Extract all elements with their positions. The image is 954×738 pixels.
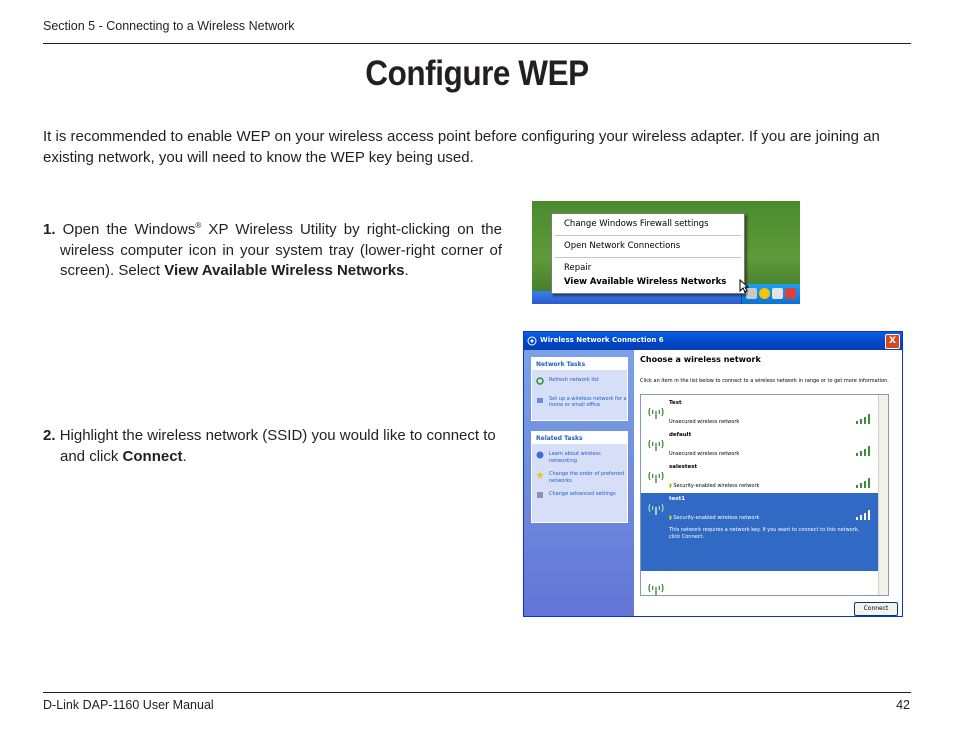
preferred-order-link-label: Change the order of preferred networks (549, 471, 625, 484)
wireless-antenna-icon (647, 469, 665, 483)
shield-icon[interactable] (759, 288, 770, 299)
network-security: Unsecured wireless network (669, 419, 740, 425)
network-tasks-box (531, 357, 628, 421)
task-pane (524, 350, 634, 616)
choose-network-heading: Choose a wireless network (640, 355, 761, 364)
step-number: 2. (43, 427, 56, 444)
close-button[interactable]: X (885, 334, 900, 349)
learn-wireless-link[interactable] (532, 451, 627, 464)
mouse-cursor-icon (739, 279, 749, 293)
signal-strength-icon (855, 478, 873, 488)
step-bold-text: View Available Wireless Networks (164, 262, 405, 279)
network-tasks-heading: Network Tasks (532, 358, 627, 370)
star-icon (536, 471, 544, 479)
intro-paragraph: It is recommended to enable WEP on your wireless access point before configuring your wireless adapter. If you are joining an existing network, you will need to know the WEP key being used. (43, 128, 880, 166)
menu-item-repair[interactable]: Repair (564, 263, 592, 273)
step-text: Open the Windows (62, 221, 196, 238)
system-tray (741, 284, 800, 304)
step-text: Highlight the wireless network (SSID) you would like to connect to and click (59, 427, 496, 465)
wireless-antenna-icon (647, 501, 665, 515)
network-item-test1[interactable] (641, 493, 879, 571)
page-title: Configure WEP (365, 54, 589, 93)
network-item-default[interactable] (641, 429, 879, 460)
step-2 (43, 426, 500, 467)
footer-rule (43, 692, 911, 693)
preferred-order-link[interactable] (532, 471, 627, 484)
footer-manual-title: D-Link DAP-1160 User Manual (43, 698, 214, 712)
settings-icon (536, 491, 544, 499)
network-pane (634, 350, 902, 616)
step-end: . (404, 262, 409, 279)
window-titlebar (524, 332, 902, 350)
network-description: This network requires a network key. If you want to connect to this network, click Connect. (669, 527, 860, 540)
refresh-link[interactable] (532, 377, 627, 384)
menu-item-view-networks[interactable]: View Available Wireless Networks (564, 277, 727, 287)
context-menu (551, 213, 745, 294)
lock-icon: ▮ (669, 483, 672, 489)
alert-icon[interactable] (785, 288, 796, 299)
refresh-icon (536, 377, 544, 385)
network-security-label: Security-enabled wireless network (673, 515, 760, 521)
window-title: Wireless Network Connection 6 (540, 336, 664, 344)
setup-network-link-label: Set up a wireless network for a home or small office (549, 395, 627, 408)
network-security (669, 515, 759, 521)
network-security (669, 483, 759, 489)
network-list-scrollbar[interactable] (878, 395, 888, 595)
step-text: XP Wireless Utility by right-clicking on the wireless computer icon in your system tray (lower-right corner of screen). Select (60, 221, 502, 279)
wireless-icon (527, 336, 537, 346)
advanced-settings-link[interactable] (532, 491, 627, 498)
setup-network-icon (536, 396, 544, 404)
wireless-antenna-icon (647, 581, 665, 595)
menu-separator (555, 257, 741, 258)
wireless-window-screenshot (523, 331, 903, 617)
advanced-settings-link-label: Change advanced settings (549, 491, 616, 497)
related-tasks-heading: Related Tasks (532, 432, 627, 444)
wireless-antenna-icon (647, 405, 665, 419)
setup-network-link[interactable] (532, 396, 627, 409)
connect-button[interactable]: Connect (854, 602, 898, 616)
learn-wireless-link-label: Learn about wireless networking (549, 451, 601, 464)
lock-icon: ▮ (669, 515, 672, 521)
signal-strength-icon (855, 446, 873, 456)
page-number: 42 (896, 698, 910, 712)
menu-separator (555, 235, 741, 236)
network-security-label: Security-enabled wireless network (673, 483, 760, 489)
network-name: default (669, 432, 692, 438)
network-list[interactable] (640, 394, 889, 596)
step-number: 1. (43, 221, 56, 238)
network-name: salestest (669, 464, 698, 470)
network-item-salestest[interactable] (641, 461, 879, 492)
network-item-test[interactable] (641, 397, 879, 428)
menu-item-firewall[interactable]: Change Windows Firewall settings (564, 219, 709, 229)
refresh-link-label: Refresh network list (549, 377, 599, 383)
related-tasks-box (531, 431, 628, 523)
network-name: test1 (669, 496, 686, 502)
network-name: Test (669, 400, 682, 406)
signal-strength-icon (855, 510, 873, 520)
registered-mark: ® (195, 221, 202, 230)
tray-menu-screenshot (532, 201, 800, 304)
network-item-partial[interactable] (641, 573, 879, 596)
choose-network-hint: Click an item in the list below to connect to a wireless network in range or to get more information. (640, 378, 889, 384)
wireless-antenna-icon (647, 437, 665, 451)
menu-item-network-connections[interactable]: Open Network Connections (564, 241, 681, 251)
header-rule (43, 43, 911, 44)
signal-strength-icon (855, 414, 873, 424)
info-icon (536, 451, 544, 459)
step-1 (43, 216, 502, 282)
computer-icon[interactable] (772, 288, 783, 299)
network-security: Unsecured wireless network (669, 451, 740, 457)
step-end: . (182, 447, 187, 465)
step-bold-text: Connect (122, 447, 183, 465)
section-header: Section 5 - Connecting to a Wireless Network (43, 19, 295, 33)
